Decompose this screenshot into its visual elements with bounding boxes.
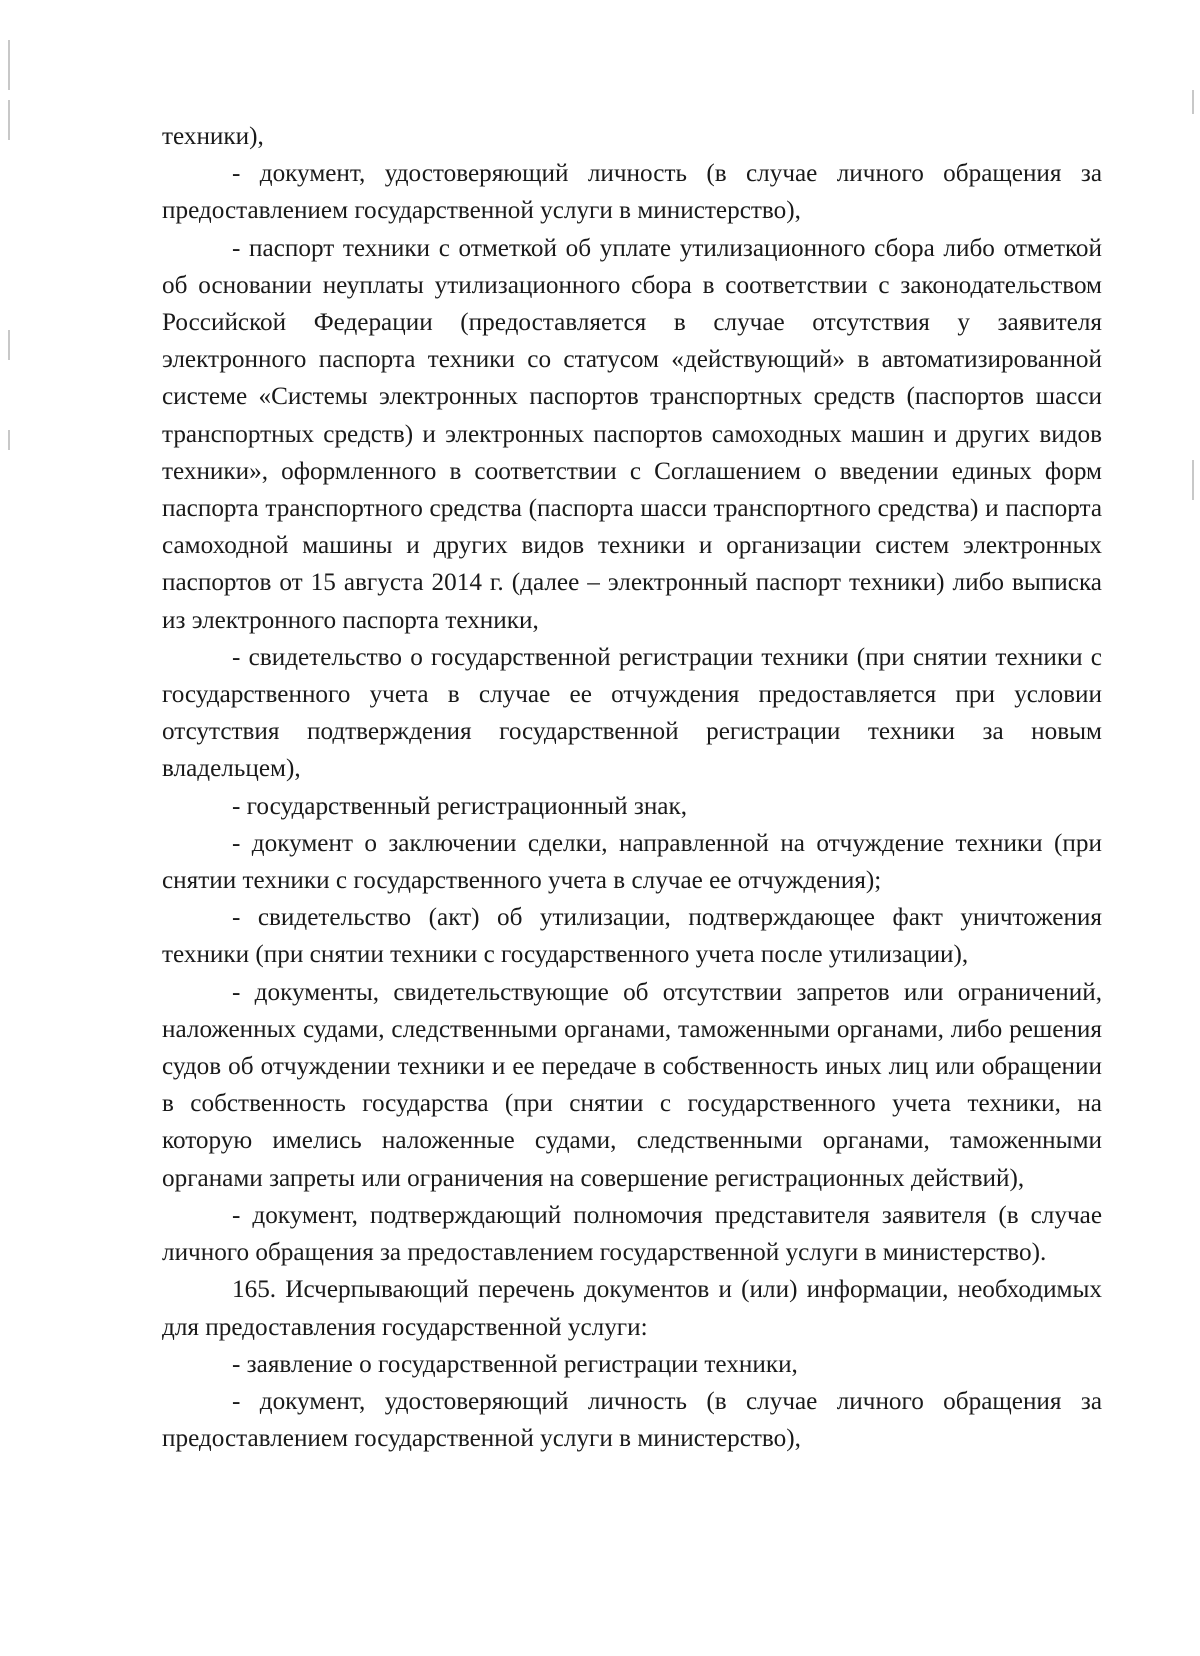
paragraph-continuation: техники), <box>162 123 264 150</box>
paragraph-165: 165. Исчерпывающий перечень документов и (или) информации, необходимых для предоставления государственной услуги: <box>162 1276 1102 1341</box>
list-item-identity-document: - документ, удостоверяющий личность (в случае личного обращения за предоставлением государственной услуги в министерство), <box>162 160 1102 225</box>
scan-mark <box>8 100 10 140</box>
list-item-no-restrictions-documents: - документы, свидетельствующие об отсутствии запретов или ограничений, наложенных судами, следственными органами, таможенными органами, либо решения судов об отчуждении техники и ее передаче в собственность иных лиц или обращении в собственность государства (при снятии с государственного учета техники, на которую имелись наложенные судами, следственными органами, таможенными органами запреты или ограничения на совершение регистрационных действий), <box>162 978 1102 1192</box>
list-item-transaction-document: - документ о заключении сделки, направленной на отчуждение техники (при снятии техники с государственного учета в случае ее отчуждения); <box>162 829 1102 895</box>
document-body <box>162 118 1102 1457</box>
scan-mark <box>1192 90 1194 114</box>
list-item-registration-certificate: - свидетельство о государственной регистрации техники (при снятии техники с государственного учета в случае ее отчуждения предоставляется при условии отсутствия подтверждения государственной регистрации техники за новым владельцем), <box>162 643 1102 783</box>
list-item-representative-authority: - документ, подтверждающий полномочия представителя заявителя (в случае личного обращения за предоставлением государственной услуги в министерство). <box>162 1201 1102 1267</box>
list-item-disposal-certificate: - свидетельство (акт) об утилизации, подтверждающее факт уничтожения техники (при снятии техники с государственного учета после утилизации), <box>162 904 1102 969</box>
list-item-vehicle-passport: - паспорт техники с отметкой об уплате утилизационного сбора либо отметкой об основании неуплаты утилизационного сбора в соответствии с законодательством Российской Федерации (предоставляется в случае отсутствия у заявителя электронного паспорта техники со статусом «действующий» в автоматизированной системе «Системы электронных паспортов транспортных средств (паспортов шасси транспортных средств) и электронных паспортов самоходных машин и других видов техники», оформленного в соответствии с Соглашением о введении единых форм паспорта транспортного средства (паспорта шасси транспортного средства) и паспорта самоходной машины и других видов техники и организации систем электронных паспортов от 15 августа 2014 г. (далее – электронный паспорт техники) либо выписка из электронного паспорта техники, <box>162 234 1102 634</box>
list-item-registration-plate: - государственный регистрационный знак, <box>232 792 688 820</box>
list-item-identity-document-2: - документ, удостоверяющий личность (в случае личного обращения за предоставлением государственной услуги в министерство), <box>162 1387 1102 1453</box>
scan-mark <box>8 330 10 360</box>
list-item-registration-application: - заявление о государственной регистрации техники, <box>232 1350 798 1378</box>
scan-mark <box>1192 460 1194 500</box>
scan-mark <box>8 40 10 90</box>
scan-mark <box>8 430 10 450</box>
